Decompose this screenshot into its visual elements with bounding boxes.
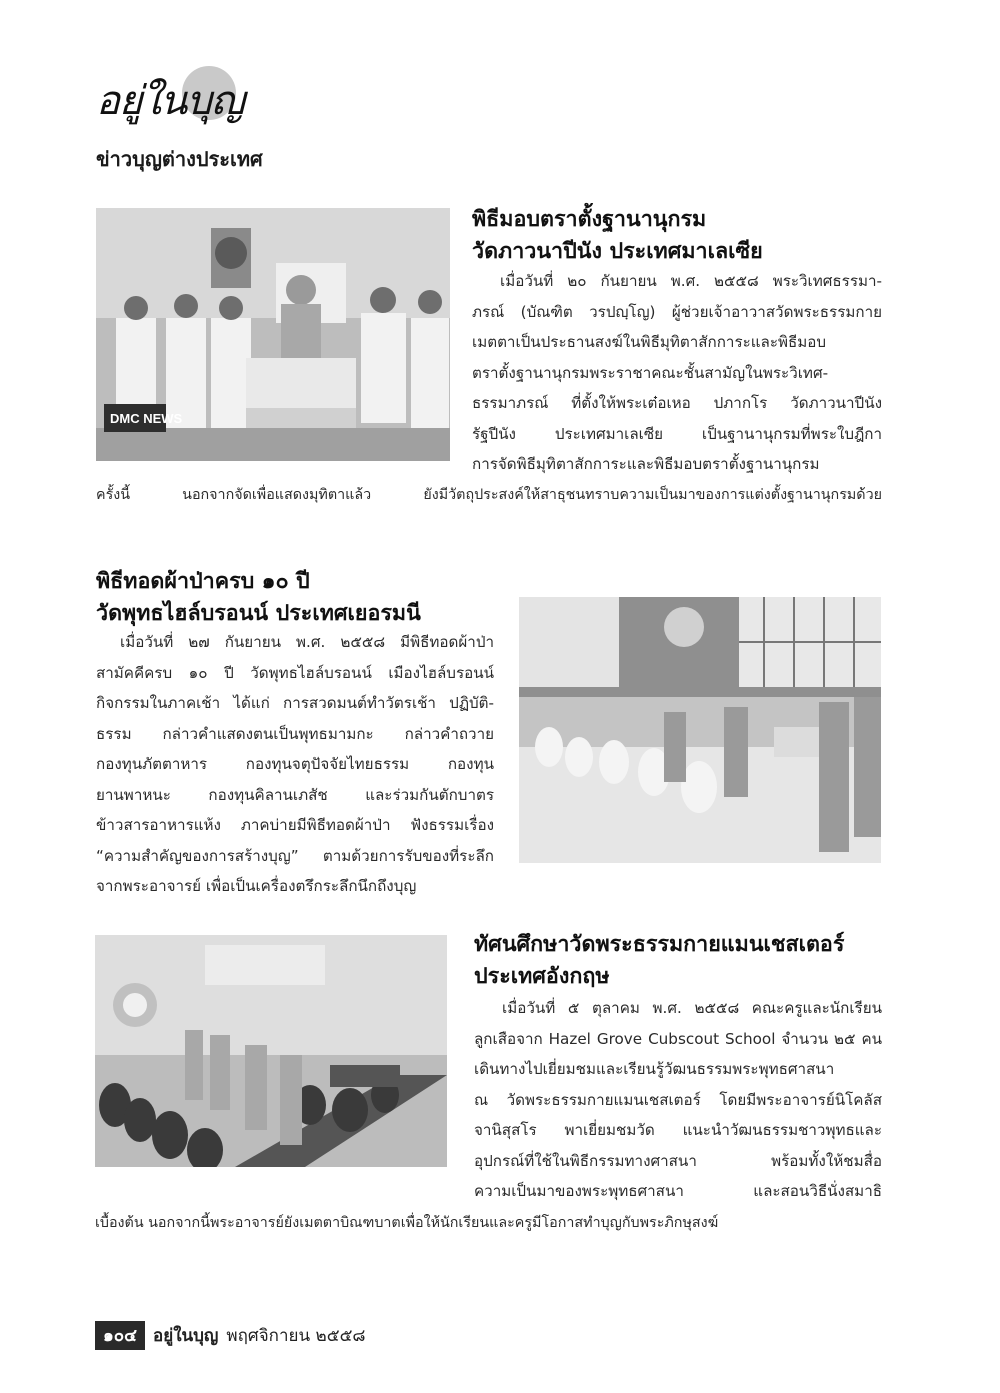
photo-caption: DMC NEWS bbox=[110, 411, 183, 426]
article-3-body-full-line: เบื้องต้น นอกจากนี้พระอาจารย์ยังเมตตาบิณฑบาตเพื่อให้นักเรียนและครูมีโอกาสทำบุญกับพระภิกษุสงฆ์ bbox=[95, 1215, 719, 1231]
article-1-body-line: ธรรมาภรณ์ ที่ตั้งให้พระเต๋อเหอ ปภากโร วัดภาวนาปีนัง bbox=[472, 394, 882, 412]
logo-text: อยู่ในบุญ bbox=[96, 78, 244, 124]
article-3-body-line: จานิสุสโร พาเยี่ยมชมวัด แนะนำวัฒนธรรมชาวพุทธและ bbox=[474, 1121, 882, 1139]
section-label: ข่าวบุญต่างประเทศ bbox=[96, 147, 263, 171]
page-number: ๑๐๔ bbox=[95, 1321, 145, 1350]
article-2-body-line: กองทุนภัตตาหาร กองทุนจตุปัจจัยไทยธรรม กองทุน bbox=[96, 755, 494, 773]
article-3-body-column bbox=[474, 993, 882, 1207]
article-1-body-line: เมื่อวันที่ ๒๐ กันยายน พ.ศ. ๒๕๕๘ พระวิเทศธรรมา- bbox=[500, 272, 882, 290]
article-3-body-line: ความเป็นมาของพระพุทธศาสนา และสอนวิธีนั่งสมาธิ bbox=[474, 1182, 882, 1200]
page-footer bbox=[95, 1321, 366, 1350]
article-3-body-line: อุปกรณ์ที่ใช้ในพิธีกรรมทางศาสนา พร้อมทั้งให้ชมสื่อ bbox=[474, 1151, 882, 1170]
article-1-body-line: รัฐปีนัง ประเทศมาเลเซีย เป็นฐานานุกรมที่พระใบฎีกา bbox=[472, 424, 882, 443]
article-1-body-line: เมตตาเป็นประธานสงฆ์ในพิธีมุทิตาสักการะและพิธีมอบ bbox=[472, 333, 827, 351]
article-3-body-line: ลูกเสือจาก Hazel Grove Cubscout School จำนวน ๒๕ คน bbox=[474, 1029, 882, 1048]
article-3-title bbox=[474, 929, 844, 993]
article-1-body-line: การจัดพิธีมุทิตาสักการะและพิธีมอบตราตั้งฐานานุกรม bbox=[472, 455, 820, 473]
article-1-body-line: ภรณ์ (บัณฑิต วรปญฺโญ) ผู้ช่วยเจ้าอาวาสวัดพระธรรมกาย bbox=[472, 302, 882, 321]
article-3-body-line: ณ วัดพระธรรมกายแมนเชสเตอร์ โดยมีพระอาจารย์นิโคลัส bbox=[474, 1090, 882, 1109]
article-2-body-line: ข้าวสารอาหารแห้ง ภาคบ่ายมีพิธีทอดผ้าป่า ฟังธรรมเรื่อง bbox=[96, 816, 494, 834]
article-2-body-line: ธรรม กล่าวคำแสดงตนเป็นพุทธมามกะ กล่าวคำถวาย bbox=[96, 724, 494, 743]
article-2-body-line: “ความสำคัญของการสร้างบุญ” ตามด้วยการรับของที่ระลึก bbox=[96, 846, 494, 865]
article-2-body-line: กิจกรรมในภาคเช้า ได้แก่ การสวดมนต์ทำวัตรเช้า ปฏิบัติ- bbox=[96, 694, 494, 712]
magazine-logo bbox=[96, 64, 256, 126]
article-2-photo bbox=[519, 597, 881, 863]
article-2-body-line: เมื่อวันที่ ๒๗ กันยายน พ.ศ. ๒๕๕๘ มีพิธีทอดผ้าป่า bbox=[120, 633, 494, 651]
article-2-title-line-1: พิธีทอดผ้าป่าครบ ๑๐ ปี bbox=[96, 569, 310, 594]
article-3-title-line-1: ทัศนศึกษาวัดพระธรรมกายแมนเชสเตอร์ bbox=[474, 932, 845, 957]
article-3-title-line-2: ประเทศอังกฤษ bbox=[474, 964, 610, 989]
footer-issue: พฤศจิกายน ๒๕๕๘ bbox=[226, 1326, 366, 1346]
article-1-title-line-1: พิธีมอบตราตั้งฐานานุกรม bbox=[472, 207, 707, 232]
article-2-body-line: จากพระอาจารย์ เพื่อเป็นเครื่องตรึกระลึกนึกถึงบุญ bbox=[96, 877, 417, 895]
article-3-photo bbox=[95, 935, 447, 1167]
article-2-body-line: ยานพาหนะ กองทุนคิลานเภสัช และร่วมกันตักบาตร bbox=[96, 785, 494, 804]
footer-magazine-name: อยู่ในบุญ bbox=[153, 1326, 219, 1346]
article-1-title-line-2: วัดภาวนาปีนัง ประเทศมาเลเซีย bbox=[472, 239, 763, 264]
article-1-body-line: ตราตั้งฐานานุกรมพระราชาคณะชั้นสามัญในพระวิเทศ- bbox=[472, 363, 829, 382]
article-1-title bbox=[472, 204, 763, 268]
article-2-body-column bbox=[96, 627, 494, 902]
article-2-body-line: สามัคคีครบ ๑๐ ปี วัดพุทธไฮล์บรอนน์ เมืองไฮล์บรอนน์ bbox=[96, 663, 494, 682]
article-1-body-column bbox=[472, 266, 882, 480]
article-3-body-line: เมื่อวันที่ ๕ ตุลาคม พ.ศ. ๒๕๕๘ คณะครูและนักเรียน bbox=[502, 999, 882, 1017]
article-1-photo bbox=[96, 208, 450, 461]
article-3-body-line: เดินทางไปเยี่ยมชมและเรียนรู้วัฒนธรรมพระพุทธศาสนา bbox=[474, 1060, 835, 1078]
article-1-body-full-line: ครั้งนี้ นอกจากจัดเพื่อแสดงมุทิตาแล้ว ยังมีวัตถุประสงค์ให้สาธุชนทราบความเป็นมาของการแต่งตั้งฐานานุกรมด้วย bbox=[96, 487, 882, 503]
article-2-title-line-2: วัดพุทธไฮล์บรอนน์ ประเทศเยอรมนี bbox=[96, 601, 421, 626]
article-2-title bbox=[96, 566, 421, 630]
